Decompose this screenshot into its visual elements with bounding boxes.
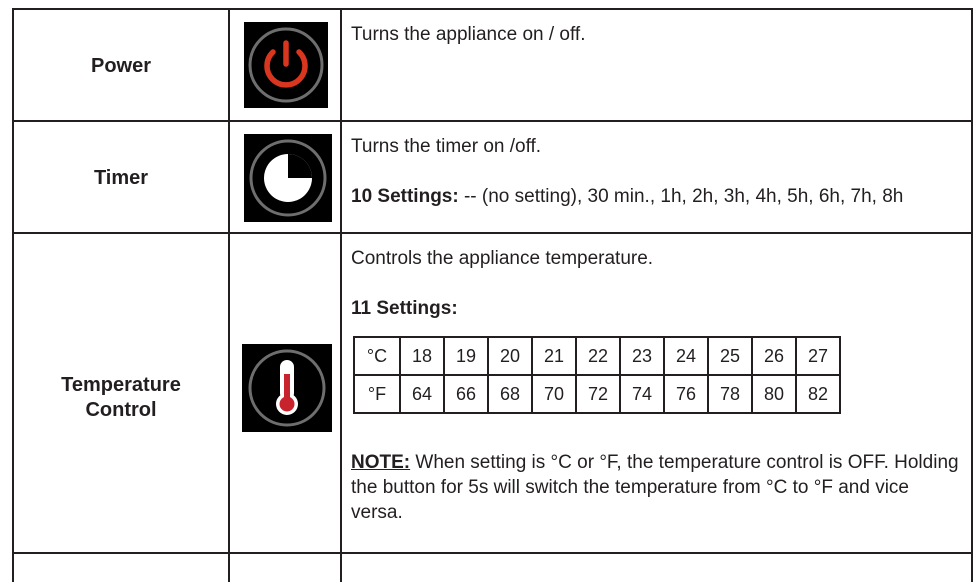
temperature-settings-table (353, 336, 841, 414)
celsius-value: 21 (532, 337, 576, 375)
note-label: NOTE: (351, 452, 411, 473)
table-row-temperature (12, 232, 973, 562)
table-row-next-partial (12, 552, 973, 582)
fahrenheit-value: 76 (664, 375, 708, 413)
celsius-value: 19 (444, 337, 488, 375)
table-row-timer (12, 120, 973, 234)
fahrenheit-value: 68 (488, 375, 532, 413)
control-name-timer: Timer (14, 122, 230, 234)
celsius-value: 18 (400, 337, 444, 375)
fahrenheit-value: 74 (620, 375, 664, 413)
celsius-value: 24 (664, 337, 708, 375)
celsius-value: 23 (620, 337, 664, 375)
control-name-temperature-line1: Temperature (61, 374, 181, 396)
timer-description: Turns the timer on /off. (351, 136, 542, 157)
timer-icon (244, 134, 332, 222)
power-icon (244, 22, 328, 108)
temperature-description: Controls the appliance temperature. (351, 248, 654, 269)
celsius-value: 22 (576, 337, 620, 375)
table-row-power (12, 8, 973, 122)
fahrenheit-unit: °F (354, 375, 400, 413)
control-name-power: Power (14, 10, 230, 122)
power-description: Turns the appliance on / off. (351, 24, 586, 45)
fahrenheit-value: 64 (400, 375, 444, 413)
celsius-value: 27 (796, 337, 840, 375)
timer-settings (351, 186, 903, 208)
fahrenheit-value: 80 (752, 375, 796, 413)
fahrenheit-row (354, 375, 840, 413)
fahrenheit-value: 66 (444, 375, 488, 413)
fahrenheit-value: 78 (708, 375, 752, 413)
celsius-unit: °C (354, 337, 400, 375)
timer-settings-label: 10 Settings: (351, 186, 459, 207)
fahrenheit-value: 70 (532, 375, 576, 413)
celsius-value: 20 (488, 337, 532, 375)
celsius-row (354, 337, 840, 375)
fahrenheit-value: 72 (576, 375, 620, 413)
celsius-value: 25 (708, 337, 752, 375)
temperature-note (351, 450, 961, 525)
celsius-value: 26 (752, 337, 796, 375)
control-name-temperature (14, 234, 230, 562)
temperature-settings-label: 11 Settings: (351, 298, 458, 319)
fahrenheit-value: 82 (796, 375, 840, 413)
note-text: When setting is °C or °F, the temperature control is OFF. Holding the button for 5s will switch the temperature from °C to °F and vice versa. (351, 452, 959, 523)
timer-settings-values: -- (no setting), 30 min., 1h, 2h, 3h, 4h, 5h, 6h, 7h, 8h (458, 186, 904, 207)
thermometer-icon (242, 344, 332, 432)
control-name-temperature-line2: Control (85, 399, 157, 421)
